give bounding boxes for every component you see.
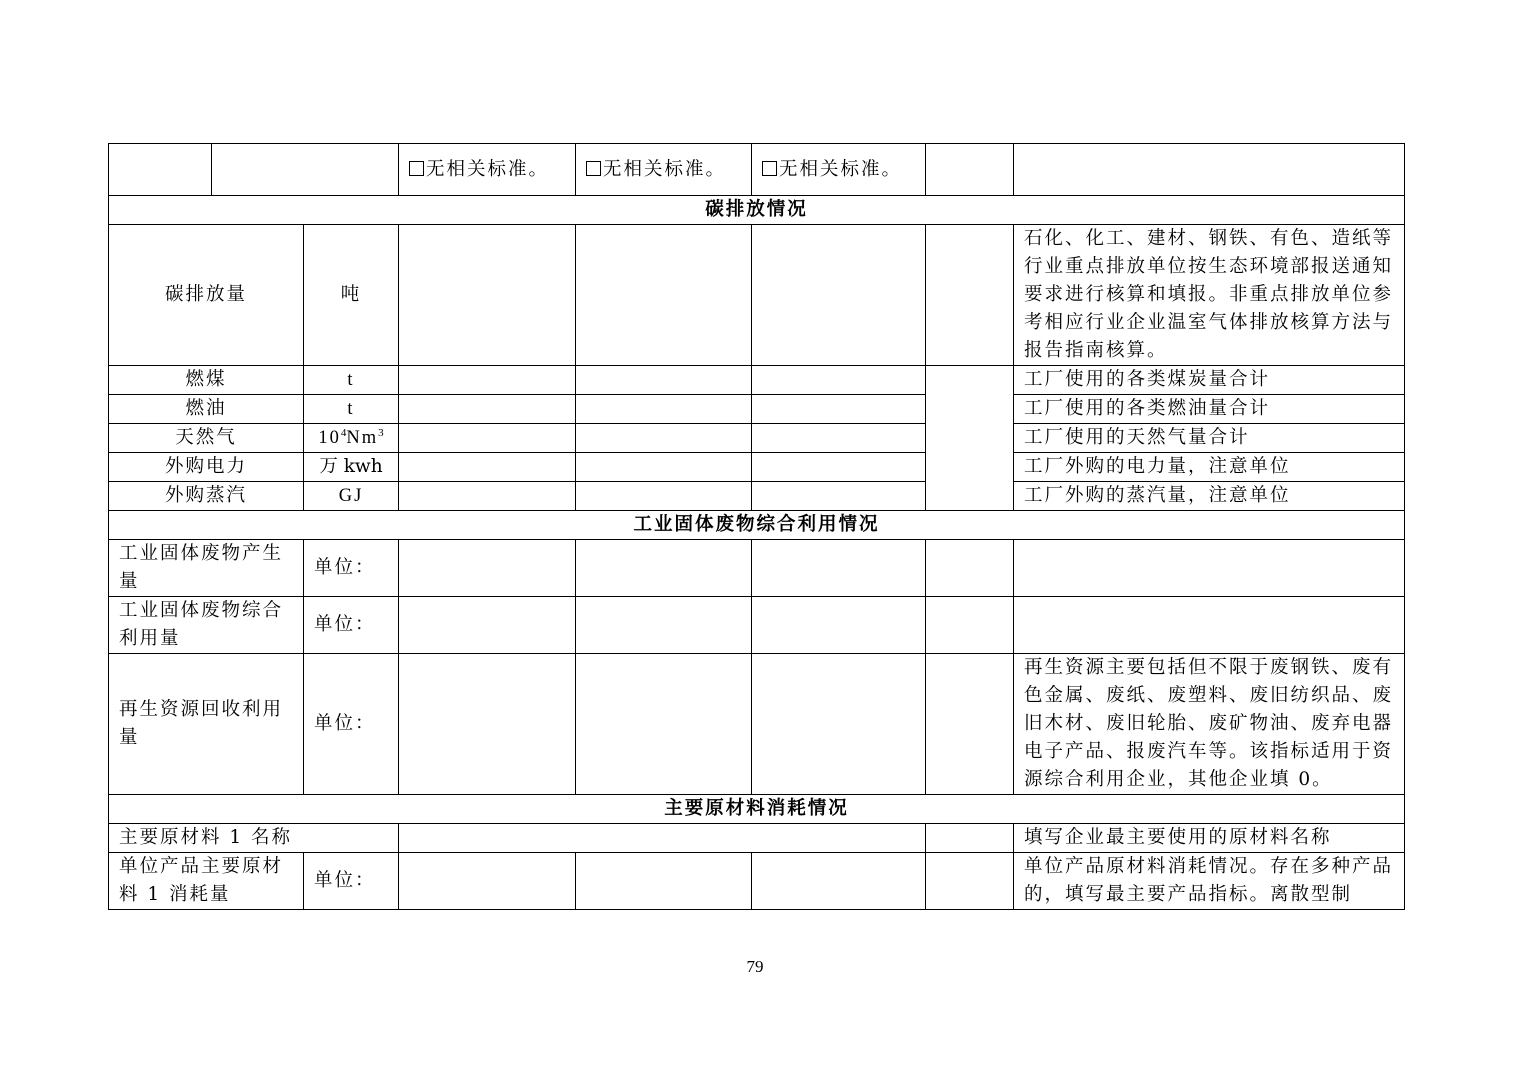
row-note: 单位产品原材料消耗情况。存在多种产品的，填写最主要产品指标。离散型制: [1014, 853, 1405, 910]
row-note: 工厂使用的各类燃油量合计: [1014, 395, 1405, 424]
section-title-raw-material: 主要原材料消耗情况: [109, 795, 1405, 824]
value-cell[interactable]: [752, 366, 926, 395]
checkbox-icon[interactable]: [762, 161, 777, 176]
indicator-table: [108, 143, 1405, 910]
checkbox-icon[interactable]: [409, 161, 424, 176]
row-label: 燃油: [109, 395, 304, 424]
table-row: [109, 366, 1405, 395]
value-cell[interactable]: [399, 597, 576, 654]
value-cell[interactable]: [576, 853, 752, 910]
row-unit: 万 kwh: [304, 453, 399, 482]
row-label: 主要原材料 1 名称: [109, 824, 399, 853]
value-cell[interactable]: [399, 424, 576, 453]
section-row: [109, 795, 1405, 824]
row-note: 石化、化工、建材、钢铁、有色、造纸等行业重点排放单位按生态环境部报送通知要求进行核算和填报。非重点排放单位参考相应行业企业温室气体排放核算方法与报告指南核算。: [1014, 225, 1405, 366]
value-cell[interactable]: [752, 225, 926, 366]
row-label: 外购蒸汽: [109, 482, 304, 511]
value-cell[interactable]: [399, 853, 576, 910]
value-cell[interactable]: [399, 395, 576, 424]
value-cell[interactable]: [926, 225, 1014, 366]
value-cell[interactable]: [399, 482, 576, 511]
row-unit: $10^4Nm^3$: [304, 424, 399, 453]
table-row: [109, 540, 1405, 597]
value-cell[interactable]: [576, 654, 752, 795]
table-row: [109, 853, 1405, 910]
row-note: [1014, 597, 1405, 654]
value-cell[interactable]: [752, 853, 926, 910]
standard-option-cell: 无相关标准。: [752, 144, 926, 196]
row-label: 单位产品主要原材料 1 消耗量: [109, 853, 304, 910]
value-cell[interactable]: [752, 482, 926, 511]
section-row: [109, 196, 1405, 225]
row-label: 燃煤: [109, 366, 304, 395]
empty-cell: [109, 144, 212, 196]
table-row: [109, 654, 1405, 795]
row-note: 工厂外购的蒸汽量，注意单位: [1014, 482, 1405, 511]
table-row: [109, 424, 1405, 453]
row-label: 工业固体废物综合利用量: [109, 597, 304, 654]
row-unit: 单位：: [304, 853, 399, 910]
row-note: [1014, 540, 1405, 597]
value-cell[interactable]: [926, 654, 1014, 795]
row-note: 工厂外购的电力量，注意单位: [1014, 453, 1405, 482]
value-cell[interactable]: [576, 225, 752, 366]
row-unit: 单位：: [304, 597, 399, 654]
value-cell[interactable]: [752, 453, 926, 482]
value-cell[interactable]: [752, 654, 926, 795]
row-label: 外购电力: [109, 453, 304, 482]
value-cell[interactable]: [399, 366, 576, 395]
value-cell[interactable]: [926, 540, 1014, 597]
page-number: 79: [746, 957, 764, 976]
merged-empty-cell: [926, 366, 1014, 511]
value-cell[interactable]: [752, 424, 926, 453]
standard-option-cell: 无相关标准。: [399, 144, 576, 196]
row-unit: 单位：: [304, 540, 399, 597]
row-unit: 吨: [304, 225, 399, 366]
value-cell[interactable]: [926, 597, 1014, 654]
row-unit: t: [304, 366, 399, 395]
empty-cell: [1014, 144, 1405, 196]
section-title-carbon: 碳排放情况: [109, 196, 1405, 225]
value-cell[interactable]: [576, 453, 752, 482]
table-row: [109, 597, 1405, 654]
value-cell[interactable]: [752, 597, 926, 654]
row-note: 工厂使用的天然气量合计: [1014, 424, 1405, 453]
table-row: [109, 824, 1405, 853]
standards-row: [109, 144, 1405, 196]
value-cell[interactable]: [576, 424, 752, 453]
row-label: 工业固体废物产生量: [109, 540, 304, 597]
table-row: [109, 453, 1405, 482]
value-cell[interactable]: [576, 482, 752, 511]
row-unit: 单位：: [304, 654, 399, 795]
row-unit: t: [304, 395, 399, 424]
row-note: 工厂使用的各类煤炭量合计: [1014, 366, 1405, 395]
value-cell[interactable]: [399, 540, 576, 597]
row-note: 再生资源主要包括但不限于废钢铁、废有色金属、废纸、废塑料、废旧纺织品、废旧木材、废旧轮胎、废矿物油、废弃电器电子产品、报废汽车等。该指标适用于资源综合利用企业，其他企业填 0。: [1014, 654, 1405, 795]
row-label: 碳排放量: [109, 225, 304, 366]
section-row: [109, 511, 1405, 540]
standard-option-cell: 无相关标准。: [576, 144, 752, 196]
row-note: 填写企业最主要使用的原材料名称: [1014, 824, 1405, 853]
row-label: 天然气: [109, 424, 304, 453]
value-cell[interactable]: [752, 395, 926, 424]
value-cell[interactable]: [752, 540, 926, 597]
value-cell[interactable]: [399, 824, 926, 853]
value-cell[interactable]: [576, 540, 752, 597]
section-title-solid-waste: 工业固体废物综合利用情况: [109, 511, 1405, 540]
value-cell[interactable]: [926, 853, 1014, 910]
table-row: [109, 482, 1405, 511]
value-cell[interactable]: [399, 453, 576, 482]
table-row: [109, 225, 1405, 366]
row-unit: GJ: [304, 482, 399, 511]
empty-cell: [926, 144, 1014, 196]
value-cell[interactable]: [576, 395, 752, 424]
row-label: 再生资源回收利用量: [109, 654, 304, 795]
empty-cell: [212, 144, 399, 196]
value-cell[interactable]: [399, 225, 576, 366]
value-cell[interactable]: [399, 654, 576, 795]
table-row: [109, 395, 1405, 424]
value-cell[interactable]: [576, 366, 752, 395]
value-cell[interactable]: [926, 824, 1014, 853]
value-cell[interactable]: [576, 597, 752, 654]
checkbox-icon[interactable]: [586, 161, 601, 176]
